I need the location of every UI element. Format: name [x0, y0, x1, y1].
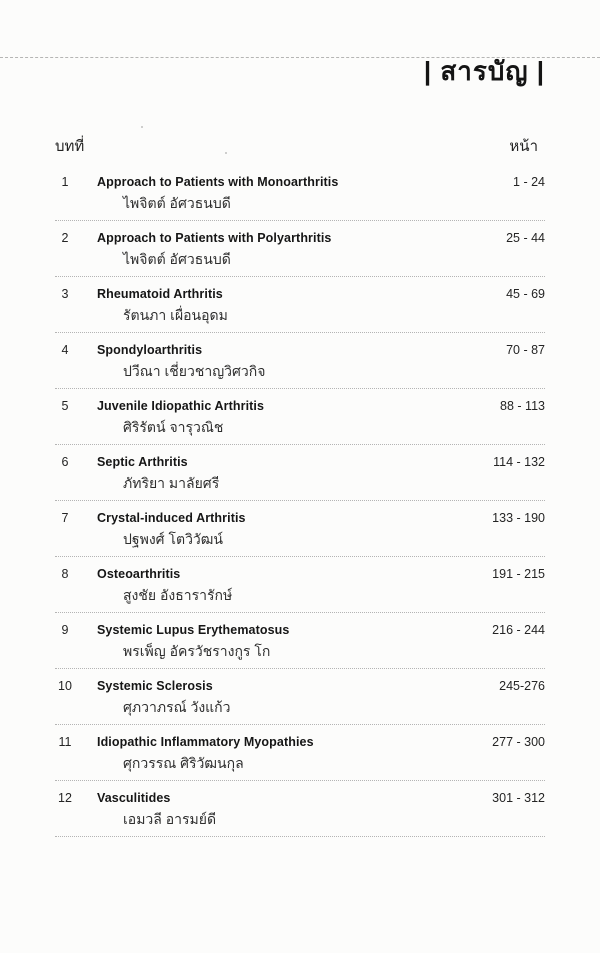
- chapter-page-range: 216 - 244: [492, 623, 545, 637]
- toc-entry: [55, 791, 545, 837]
- chapter-author: สูงชัย อังธารารักษ์: [123, 587, 233, 603]
- toc-entry-main: [55, 343, 545, 358]
- chapter-column-label: บทที่: [55, 138, 85, 155]
- toc-entry: [55, 679, 545, 725]
- chapter-page-range: 70 - 87: [506, 343, 545, 357]
- chapter-author: ปวีณา เชี่ยวชาญวิศวกิจ: [123, 363, 266, 379]
- toc-entry-main: [55, 511, 545, 526]
- toc-entry: [55, 455, 545, 501]
- toc-entry: [55, 231, 545, 277]
- chapter-author: ไพจิตต์ อัศวธนบดี: [123, 195, 231, 211]
- row-separator: [55, 388, 545, 389]
- toc-entry-main: [55, 735, 545, 750]
- toc-entry: [55, 511, 545, 557]
- chapter-title: Septic Arthritis: [97, 455, 188, 469]
- toc-entry: [55, 343, 545, 389]
- row-separator: [55, 780, 545, 781]
- scan-speck: [141, 126, 143, 128]
- toc-entry: [55, 735, 545, 781]
- row-separator: [55, 220, 545, 221]
- chapter-title: Systemic Lupus Erythematosus: [97, 623, 290, 637]
- chapter-page-range: 277 - 300: [492, 735, 545, 749]
- row-separator: [55, 332, 545, 333]
- chapter-page-range: 191 - 215: [492, 567, 545, 581]
- toc-entry-main: [55, 175, 545, 190]
- chapter-author: ปฐพงศ์ โตวิวัฒน์: [123, 531, 224, 547]
- row-separator: [55, 724, 545, 725]
- toc-entry-main: [55, 399, 545, 414]
- chapter-page-range: 245-276: [499, 679, 545, 693]
- toc-entry: [55, 399, 545, 445]
- chapter-author: รัตนภา เผื่อนอุดม: [123, 307, 228, 323]
- chapter-page-range: 88 - 113: [500, 399, 545, 413]
- chapter-page-range: 133 - 190: [492, 511, 545, 525]
- chapter-author: ภัทริยา มาลัยศรี: [123, 475, 220, 491]
- toc-entry: [55, 623, 545, 669]
- toc-entry-main: [55, 287, 545, 302]
- chapter-page-range: 1 - 24: [513, 175, 545, 189]
- row-separator: [55, 668, 545, 669]
- chapter-author: ศุกวรรณ ศิริวัฒนกุล: [123, 755, 244, 771]
- chapter-title: Spondyloarthritis: [97, 343, 203, 357]
- toc-entry: [55, 175, 545, 221]
- chapter-number: 11: [58, 735, 72, 749]
- chapter-author: พรเพ็ญ อัครวัชรางกูร โก: [123, 643, 271, 659]
- chapter-author: เอมวลี อารมย์ดี: [123, 811, 217, 827]
- page-title: | สารบัญ |: [423, 56, 545, 86]
- chapter-title: Approach to Patients with Monoarthritis: [97, 175, 339, 189]
- row-separator: [55, 444, 545, 445]
- chapter-number: 6: [61, 455, 69, 469]
- row-separator: [55, 276, 545, 277]
- chapter-number: 3: [61, 287, 69, 301]
- toc-entry-main: [55, 679, 545, 694]
- chapter-title: Crystal-induced Arthritis: [97, 511, 246, 525]
- scan-edge-line: [0, 57, 600, 58]
- chapter-number: 5: [61, 399, 69, 413]
- chapter-page-range: 25 - 44: [506, 231, 545, 245]
- chapter-title: Idiopathic Inflammatory Myopathies: [97, 735, 314, 749]
- toc-list: [55, 175, 545, 837]
- toc-entry-main: [55, 567, 545, 582]
- chapter-number: 9: [61, 623, 69, 637]
- chapter-number: 12: [58, 791, 72, 805]
- chapter-title: Rheumatoid Arthritis: [97, 287, 223, 301]
- chapter-title: Vasculitides: [97, 791, 171, 805]
- toc-entry: [55, 287, 545, 333]
- scan-speck: [225, 152, 227, 154]
- toc-entry-main: [55, 623, 545, 638]
- row-separator: [55, 500, 545, 501]
- toc-entry-main: [55, 231, 545, 246]
- toc-page: [0, 55, 600, 837]
- page-column-label: หน้า: [509, 138, 538, 155]
- chapter-number: 7: [61, 511, 69, 525]
- chapter-page-range: 45 - 69: [506, 287, 545, 301]
- chapter-number: 2: [61, 231, 69, 245]
- row-separator: [55, 556, 545, 557]
- chapter-author: ไพจิตต์ อัศวธนบดี: [123, 251, 231, 267]
- chapter-page-range: 114 - 132: [493, 455, 545, 469]
- row-separator: [55, 836, 545, 837]
- chapter-number: 8: [61, 567, 69, 581]
- chapter-number: 1: [61, 175, 69, 189]
- chapter-title: Osteoarthritis: [97, 567, 181, 581]
- toc-entry: [55, 567, 545, 613]
- chapter-title: Juvenile Idiopathic Arthritis: [97, 399, 265, 413]
- chapter-number: 4: [61, 343, 69, 357]
- chapter-author: ศุภวาภรณ์ วังแก้ว: [123, 699, 231, 715]
- toc-entry-main: [55, 455, 545, 470]
- toc-entry-main: [55, 791, 545, 806]
- chapter-page-range: 301 - 312: [492, 791, 545, 805]
- chapter-author: ศิริรัตน์ จารุวณิช: [123, 419, 224, 435]
- chapter-number: 10: [58, 679, 72, 693]
- chapter-title: Approach to Patients with Polyarthritis: [97, 231, 332, 245]
- column-headers: [55, 134, 545, 158]
- row-separator: [55, 612, 545, 613]
- chapter-title: Systemic Sclerosis: [97, 679, 213, 693]
